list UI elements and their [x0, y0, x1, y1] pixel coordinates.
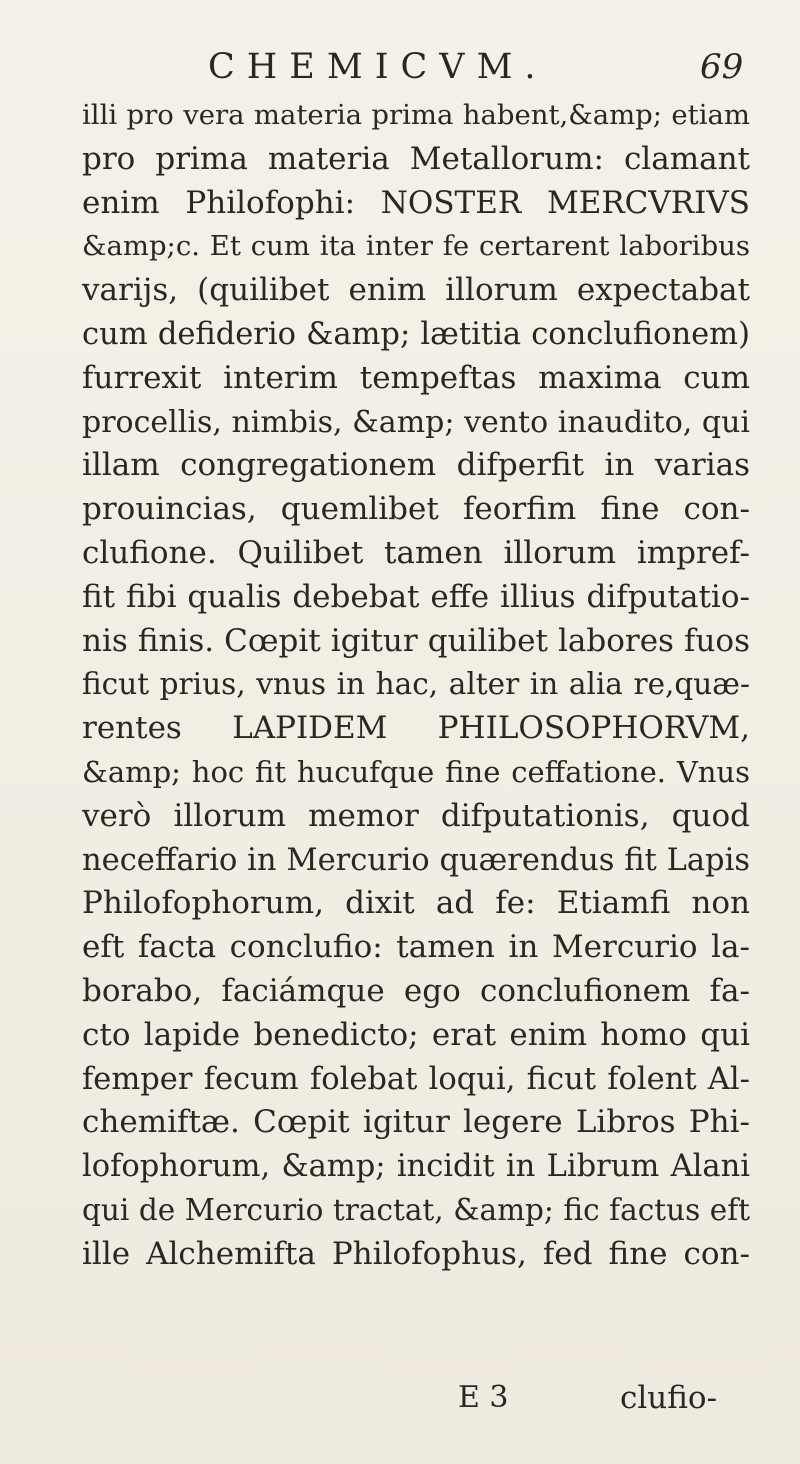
- text-line: ille Alchemifta Philofophus, fed fine con-: [82, 1235, 750, 1272]
- text-line: &amp;c. Et cum ita inter fe certarent laboribus: [82, 230, 750, 263]
- text-line: rentes LAPIDEM PHILOSOPHORVM,: [82, 710, 750, 747]
- page-number: 69: [700, 47, 744, 87]
- signature-mark: E 3: [458, 1380, 509, 1415]
- text-line: lofophorum, &amp; incidit in Librum Alani: [82, 1149, 750, 1185]
- running-head: CHEMICVM.: [208, 47, 548, 87]
- text-line: prouincias, quemlibet feorfim fine con-: [82, 491, 750, 528]
- text-line: femper fecum folebat loqui, ficut folent Al-: [82, 1061, 750, 1097]
- text-line: ficut prius, vnus in hac, alter in alia re,quæ-: [82, 667, 750, 702]
- text-line: chemiftæ. Cœpit igitur legere Libros Phi-: [82, 1104, 750, 1141]
- text-line: varijs, (quilibet enim illorum expectabat: [82, 272, 750, 309]
- page-footer: [0, 1376, 800, 1420]
- catchword: clufio-: [620, 1380, 718, 1416]
- text-line: fit fibi qualis debebat effe illius difputatio-: [82, 578, 750, 615]
- text-line: furrexit interim tempeftas maxima cum: [82, 359, 750, 396]
- text-line: procellis, nimbis, &amp; vento inaudito, qui: [82, 404, 750, 440]
- text-line: nis finis. Cœpit igitur quilibet labores fuos: [82, 622, 750, 659]
- page-header: [0, 42, 800, 92]
- text-line: enim Philofophi: NOSTER MERCVRIVS: [82, 184, 750, 221]
- text-line: qui de Mercurio tractat, &amp; fic factus eft: [82, 1192, 750, 1227]
- text-line: clufione. Quilibet tamen illorum impref-: [82, 534, 750, 571]
- text-line: Philofophorum, dixit ad fe: Etiamfi non: [82, 885, 750, 922]
- text-line: illi pro vera materia prima habent,&amp; etiam: [82, 99, 750, 131]
- text-line: cum defiderio &amp; lætitia conclufionem): [82, 316, 750, 352]
- text-line: cto lapide benedicto; erat enim homo qui: [82, 1016, 750, 1053]
- text-line: pro prima materia Metallorum: clamant: [82, 140, 750, 177]
- text-line: &amp; hoc fit hucufque fine ceffatione. Vnus: [82, 754, 750, 789]
- text-line: borabo, faciámque ego conclufionem fa-: [82, 972, 750, 1009]
- text-line: neceffario in Mercurio quærendus fit Lapis: [82, 842, 750, 878]
- text-line: illam congregationem difperfit in varias: [82, 447, 750, 484]
- text-block: [82, 94, 750, 1277]
- text-line: eft facta conclufio: tamen in Mercurio la-: [82, 929, 750, 966]
- text-line: verò illorum memor difputationis, quod: [82, 797, 750, 834]
